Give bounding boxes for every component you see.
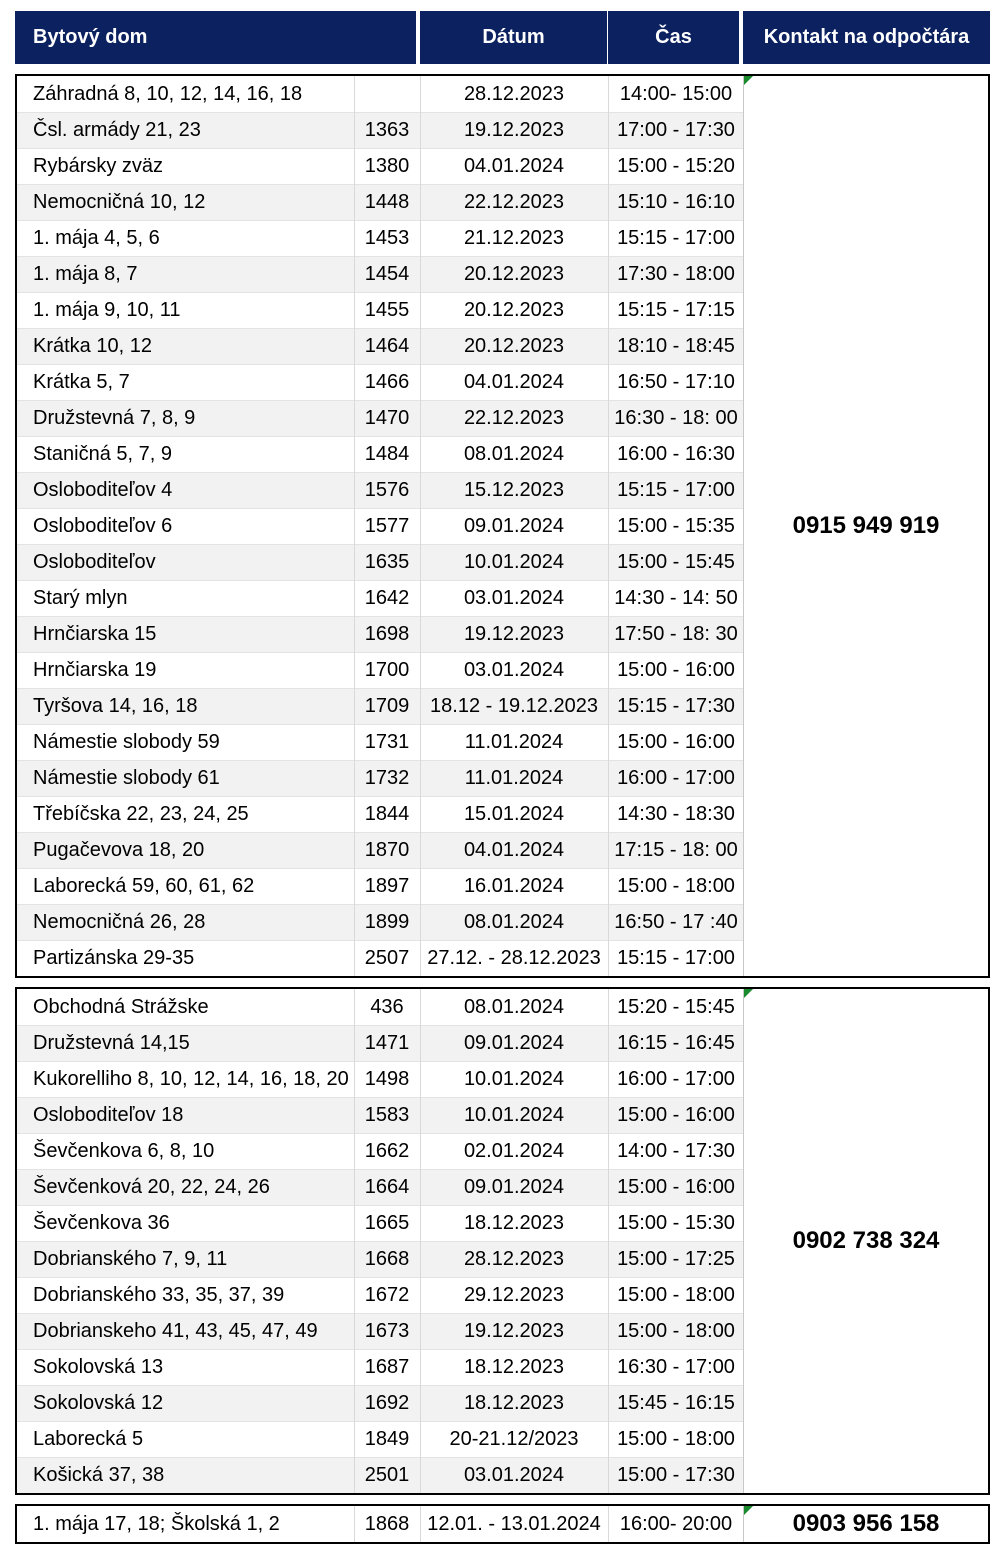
building-name-cell: Osloboditeľov 6 xyxy=(33,515,173,537)
row-divider xyxy=(17,1025,744,1026)
table-row xyxy=(17,292,744,328)
table-row xyxy=(17,1313,744,1349)
table-row xyxy=(17,148,744,184)
table-row xyxy=(17,1349,744,1385)
time-cell: 16:50 - 17 :40 xyxy=(614,911,738,933)
column-divider xyxy=(420,989,421,1493)
time-cell: 15:00 - 15:35 xyxy=(617,515,735,537)
contact-group xyxy=(15,74,990,978)
row-divider xyxy=(17,688,744,689)
row-divider xyxy=(17,1277,744,1278)
date-cell: 29.12.2023 xyxy=(463,1284,565,1306)
column-divider xyxy=(420,1506,421,1542)
date-cell: 21.12.2023 xyxy=(463,227,565,249)
building-name-cell: Hrnčiarska 19 xyxy=(33,659,157,681)
date-cell: 04.01.2024 xyxy=(463,839,565,861)
table-row xyxy=(17,76,744,112)
table-row xyxy=(17,688,744,724)
date-cell: 19.12.2023 xyxy=(463,623,565,645)
date-cell: 16.01.2024 xyxy=(463,875,565,897)
row-divider xyxy=(17,184,744,185)
table-row xyxy=(17,436,744,472)
building-number-cell: 1466 xyxy=(364,371,410,393)
building-name-cell: Starý mlyn xyxy=(33,587,128,609)
building-number-cell: 1665 xyxy=(364,1212,410,1234)
column-divider xyxy=(608,76,609,976)
building-number-cell: 1455 xyxy=(364,299,410,321)
header-date xyxy=(420,11,607,64)
table-row xyxy=(17,220,744,256)
building-number-cell: 1454 xyxy=(364,263,410,285)
time-cell: 16:15 - 16:45 xyxy=(617,1032,735,1054)
building-number-cell: 1453 xyxy=(364,227,410,249)
time-cell: 15:00 - 18:00 xyxy=(617,1428,735,1450)
row-divider xyxy=(17,868,744,869)
row-divider xyxy=(17,1385,744,1386)
time-cell: 15:00 - 16:00 xyxy=(617,731,735,753)
header-contact-label: Kontakt na odpočtára xyxy=(763,26,970,48)
building-number-cell: 1577 xyxy=(364,515,410,537)
time-cell: 14:00 - 17:30 xyxy=(617,1140,735,1162)
contact-group xyxy=(15,1504,990,1544)
time-cell: 16:30 - 17:00 xyxy=(617,1356,735,1378)
building-number-cell: 1498 xyxy=(364,1068,410,1090)
building-number-cell: 1731 xyxy=(364,731,410,753)
table-row xyxy=(17,760,744,796)
column-divider xyxy=(420,76,421,976)
row-divider xyxy=(17,796,744,797)
date-cell: 28.12.2023 xyxy=(463,1248,565,1270)
building-number-cell: 2501 xyxy=(364,1464,410,1486)
table-row xyxy=(17,1205,744,1241)
row-divider xyxy=(17,832,744,833)
date-cell: 27.12. - 28.12.2023 xyxy=(427,947,601,969)
table-row xyxy=(17,508,744,544)
row-divider xyxy=(17,724,744,725)
time-cell: 15:00 - 15:45 xyxy=(617,551,735,573)
time-cell: 15:10 - 16:10 xyxy=(617,191,735,213)
time-cell: 14:30 - 14: 50 xyxy=(614,587,738,609)
time-cell: 16:00 - 17:00 xyxy=(617,767,735,789)
row-divider xyxy=(17,760,744,761)
table-row xyxy=(17,400,744,436)
building-number-cell: 1868 xyxy=(364,1513,410,1535)
building-name-cell: Sokolovská 13 xyxy=(33,1356,164,1378)
building-number-cell: 1576 xyxy=(364,479,410,501)
building-name-cell: Čsl. armády 21, 23 xyxy=(33,119,201,141)
header-time-label: Čas xyxy=(655,26,692,48)
building-name-cell: Tyršova 14, 16, 18 xyxy=(33,695,198,717)
time-cell: 15:00 - 17:30 xyxy=(617,1464,735,1486)
table-row xyxy=(17,364,744,400)
table-row xyxy=(17,544,744,580)
building-number-cell: 1698 xyxy=(364,623,410,645)
building-name-cell: Kukorelliho 8, 10, 12, 14, 16, 18, 20 xyxy=(33,1068,349,1090)
date-cell: 10.01.2024 xyxy=(463,1068,565,1090)
building-number-cell: 1635 xyxy=(364,551,410,573)
time-cell: 16:00 - 16:30 xyxy=(617,443,735,465)
building-number-cell: 1897 xyxy=(364,875,410,897)
date-cell: 18.12.2023 xyxy=(463,1392,565,1414)
time-cell: 15:15 - 17:15 xyxy=(617,299,735,321)
building-name-cell: 1. mája 4, 5, 6 xyxy=(33,227,160,249)
building-number-cell: 1380 xyxy=(364,155,410,177)
building-name-cell: Družstevná 7, 8, 9 xyxy=(33,407,196,429)
column-divider xyxy=(354,1506,355,1542)
time-cell: 15:15 - 17:00 xyxy=(617,947,735,969)
table-row xyxy=(17,832,744,868)
table-row xyxy=(17,1241,744,1277)
row-divider xyxy=(17,220,744,221)
row-divider xyxy=(17,580,744,581)
date-cell: 03.01.2024 xyxy=(463,659,565,681)
building-number-cell: 1844 xyxy=(364,803,410,825)
building-number-cell: 1448 xyxy=(364,191,410,213)
building-number-cell: 1700 xyxy=(364,659,410,681)
row-divider xyxy=(17,364,744,365)
date-cell: 15.01.2024 xyxy=(463,803,565,825)
date-cell: 10.01.2024 xyxy=(463,1104,565,1126)
building-number-cell: 1471 xyxy=(364,1032,410,1054)
date-cell: 20-21.12/2023 xyxy=(449,1428,579,1450)
table-row xyxy=(17,1169,744,1205)
date-cell: 11.01.2024 xyxy=(464,731,564,753)
table-row xyxy=(17,256,744,292)
table-row xyxy=(17,724,744,760)
time-cell: 17:30 - 18:00 xyxy=(617,263,735,285)
table-row xyxy=(17,1061,744,1097)
date-cell: 04.01.2024 xyxy=(463,155,565,177)
table-row xyxy=(17,1421,744,1457)
contact-phone: 0903 956 158 xyxy=(792,1510,940,1537)
date-cell: 08.01.2024 xyxy=(463,911,565,933)
row-divider xyxy=(17,940,744,941)
building-name-cell: Sokolovská 12 xyxy=(33,1392,164,1414)
building-name-cell: Osloboditeľov 18 xyxy=(33,1104,184,1126)
time-cell: 15:15 - 17:00 xyxy=(617,227,735,249)
building-number-cell xyxy=(354,76,420,112)
table-row xyxy=(17,796,744,832)
header-building-label: Bytový dom xyxy=(33,26,148,48)
building-name-cell: Pugačevova 18, 20 xyxy=(33,839,205,861)
date-cell: 20.12.2023 xyxy=(463,263,565,285)
table-row xyxy=(17,616,744,652)
building-name-cell: Krátka 10, 12 xyxy=(33,335,152,357)
time-cell: 16:00 - 17:00 xyxy=(617,1068,735,1090)
table-row xyxy=(17,328,744,364)
building-name-cell: 1. mája 8, 7 xyxy=(33,263,138,285)
building-number-cell: 2507 xyxy=(364,947,410,969)
time-cell: 16:30 - 18: 00 xyxy=(614,407,738,429)
building-number-cell: 1709 xyxy=(364,695,410,717)
row-divider xyxy=(17,652,744,653)
row-divider xyxy=(17,1169,744,1170)
building-name-cell: Nemocničná 10, 12 xyxy=(33,191,206,213)
building-number-cell: 1583 xyxy=(364,1104,410,1126)
time-cell: 15:00 - 15:20 xyxy=(617,155,735,177)
table-row xyxy=(17,472,744,508)
building-name-cell: Osloboditeľov 4 xyxy=(33,479,173,501)
building-name-cell: Laborecká 59, 60, 61, 62 xyxy=(33,875,255,897)
time-cell: 15:00 - 16:00 xyxy=(617,1176,735,1198)
building-name-cell: 1. mája 9, 10, 11 xyxy=(33,299,181,321)
table-row xyxy=(17,940,744,976)
row-divider xyxy=(17,544,744,545)
header-time xyxy=(608,11,739,64)
row-divider xyxy=(17,1457,744,1458)
date-cell: 18.12 - 19.12.2023 xyxy=(430,695,598,717)
building-number-cell: 1692 xyxy=(364,1392,410,1414)
row-divider xyxy=(17,1205,744,1206)
building-name-cell: Nemocničná 26, 28 xyxy=(33,911,206,933)
building-number-cell: 1870 xyxy=(364,839,410,861)
date-cell: 02.01.2024 xyxy=(463,1140,565,1162)
date-cell: 15.12.2023 xyxy=(463,479,565,501)
building-number-cell: 1363 xyxy=(364,119,410,141)
building-name-cell: Košická 37, 38 xyxy=(33,1464,165,1486)
time-cell: 15:00 - 17:25 xyxy=(617,1248,735,1270)
building-name-cell: Dobrianského 33, 35, 37, 39 xyxy=(33,1284,285,1306)
date-cell: 22.12.2023 xyxy=(463,191,565,213)
table-row xyxy=(17,1506,744,1542)
date-cell: 18.12.2023 xyxy=(463,1356,565,1378)
column-divider xyxy=(354,989,355,1493)
building-name-cell: Třebíčska 22, 23, 24, 25 xyxy=(33,803,249,825)
time-cell: 14:00- 15:00 xyxy=(619,83,733,105)
table-row xyxy=(17,184,744,220)
row-divider xyxy=(17,1241,744,1242)
building-name-cell: Námestie slobody 61 xyxy=(33,767,220,789)
time-cell: 15:00 - 15:30 xyxy=(617,1212,735,1234)
building-name-cell: Staničná 5, 7, 9 xyxy=(33,443,172,465)
row-divider xyxy=(17,1097,744,1098)
row-divider xyxy=(17,1133,744,1134)
row-divider xyxy=(17,616,744,617)
building-name-cell: 1. mája 17, 18; Školská 1, 2 xyxy=(33,1513,280,1535)
time-cell: 15:15 - 17:00 xyxy=(617,479,735,501)
row-divider xyxy=(17,328,744,329)
building-name-cell: Partizánska 29-35 xyxy=(33,947,195,969)
date-cell: 09.01.2024 xyxy=(463,1032,565,1054)
date-cell: 03.01.2024 xyxy=(463,1464,565,1486)
date-cell: 10.01.2024 xyxy=(463,551,565,573)
table-row xyxy=(17,112,744,148)
time-cell: 16:00- 20:00 xyxy=(619,1513,733,1535)
building-number-cell: 1732 xyxy=(364,767,410,789)
row-divider xyxy=(17,1349,744,1350)
date-cell: 22.12.2023 xyxy=(463,407,565,429)
row-divider xyxy=(17,508,744,509)
table-row xyxy=(17,868,744,904)
building-name-cell: Ševčenkova 36 xyxy=(33,1212,170,1234)
row-divider xyxy=(17,292,744,293)
row-divider xyxy=(17,1421,744,1422)
row-divider xyxy=(17,400,744,401)
date-cell: 20.12.2023 xyxy=(463,299,565,321)
time-cell: 15:00 - 18:00 xyxy=(617,875,735,897)
date-cell: 09.01.2024 xyxy=(463,1176,565,1198)
building-number-cell: 436 xyxy=(370,996,404,1018)
header-building xyxy=(15,11,416,64)
building-number-cell: 1849 xyxy=(364,1428,410,1450)
date-cell: 19.12.2023 xyxy=(463,1320,565,1342)
building-name-cell: Záhradná 8, 10, 12, 14, 16, 18 xyxy=(33,83,303,105)
building-number-cell: 1687 xyxy=(364,1356,410,1378)
column-divider xyxy=(608,1506,609,1542)
time-cell: 17:15 - 18: 00 xyxy=(614,839,738,861)
row-divider xyxy=(17,1061,744,1062)
time-cell: 17:00 - 17:30 xyxy=(617,119,735,141)
building-name-cell: Hrnčiarska 15 xyxy=(33,623,157,645)
building-name-cell: Krátka 5, 7 xyxy=(33,371,130,393)
building-name-cell: Námestie slobody 59 xyxy=(33,731,220,753)
contact-group xyxy=(15,987,990,1495)
time-cell: 14:30 - 18:30 xyxy=(617,803,735,825)
building-name-cell: Dobrianského 7, 9, 11 xyxy=(33,1248,228,1270)
time-cell: 15:00 - 18:00 xyxy=(617,1320,735,1342)
building-number-cell: 1899 xyxy=(364,911,410,933)
table-row xyxy=(17,989,744,1025)
table-header xyxy=(15,11,990,64)
table-row xyxy=(17,1025,744,1061)
time-cell: 15:45 - 16:15 xyxy=(617,1392,735,1414)
column-divider xyxy=(354,76,355,976)
date-cell: 04.01.2024 xyxy=(463,371,565,393)
table-row xyxy=(17,1097,744,1133)
date-cell: 09.01.2024 xyxy=(463,515,565,537)
date-cell: 28.12.2023 xyxy=(463,83,565,105)
table-row xyxy=(17,652,744,688)
building-name-cell: Dobrianskeho 41, 43, 45, 47, 49 xyxy=(33,1320,318,1342)
building-number-cell: 1673 xyxy=(364,1320,410,1342)
building-number-cell: 1662 xyxy=(364,1140,410,1162)
date-cell: 12.01. - 13.01.2024 xyxy=(427,1513,601,1535)
building-number-cell: 1642 xyxy=(364,587,410,609)
building-name-cell: Ševčenková 20, 22, 24, 26 xyxy=(33,1176,270,1198)
table-row xyxy=(17,1457,744,1493)
time-cell: 15:00 - 16:00 xyxy=(617,659,735,681)
time-cell: 18:10 - 18:45 xyxy=(617,335,735,357)
row-divider xyxy=(17,112,744,113)
table-row xyxy=(17,904,744,940)
header-contact xyxy=(743,11,990,64)
time-cell: 15:15 - 17:30 xyxy=(617,695,735,717)
row-divider xyxy=(17,256,744,257)
building-name-cell: Rybársky zväz xyxy=(33,155,164,177)
date-cell: 08.01.2024 xyxy=(463,996,565,1018)
building-name-cell: Ševčenkova 6, 8, 10 xyxy=(33,1140,215,1162)
date-cell: 18.12.2023 xyxy=(463,1212,565,1234)
building-name-cell: Osloboditeľov xyxy=(33,551,156,573)
row-divider xyxy=(17,472,744,473)
date-cell: 19.12.2023 xyxy=(463,119,565,141)
row-divider xyxy=(17,436,744,437)
table-row xyxy=(17,580,744,616)
building-number-cell: 1664 xyxy=(364,1176,410,1198)
time-cell: 17:50 - 18: 30 xyxy=(614,623,738,645)
building-number-cell: 1464 xyxy=(364,335,410,357)
contact-phone: 0902 738 324 xyxy=(792,1227,940,1254)
date-cell: 08.01.2024 xyxy=(463,443,565,465)
time-cell: 15:20 - 15:45 xyxy=(617,996,735,1018)
building-number-cell: 1484 xyxy=(364,443,410,465)
row-divider xyxy=(17,904,744,905)
building-number-cell: 1672 xyxy=(364,1284,410,1306)
table-row xyxy=(17,1385,744,1421)
table-row xyxy=(17,1277,744,1313)
row-divider xyxy=(17,148,744,149)
building-name-cell: Laborecká 5 xyxy=(33,1428,144,1450)
time-cell: 16:50 - 17:10 xyxy=(617,371,735,393)
date-cell: 11.01.2024 xyxy=(464,767,564,789)
header-date-label: Dátum xyxy=(482,26,545,48)
building-name-cell: Družstevná 14,15 xyxy=(33,1032,190,1054)
building-number-cell: 1668 xyxy=(364,1248,410,1270)
time-cell: 15:00 - 18:00 xyxy=(617,1284,735,1306)
date-cell: 20.12.2023 xyxy=(463,335,565,357)
building-name-cell: Obchodná Strážske xyxy=(33,996,209,1018)
table-row xyxy=(17,1133,744,1169)
column-divider xyxy=(608,989,609,1493)
date-cell: 03.01.2024 xyxy=(463,587,565,609)
time-cell: 15:00 - 16:00 xyxy=(617,1104,735,1126)
building-number-cell: 1470 xyxy=(364,407,410,429)
contact-phone: 0915 949 919 xyxy=(792,512,940,539)
row-divider xyxy=(17,1313,744,1314)
